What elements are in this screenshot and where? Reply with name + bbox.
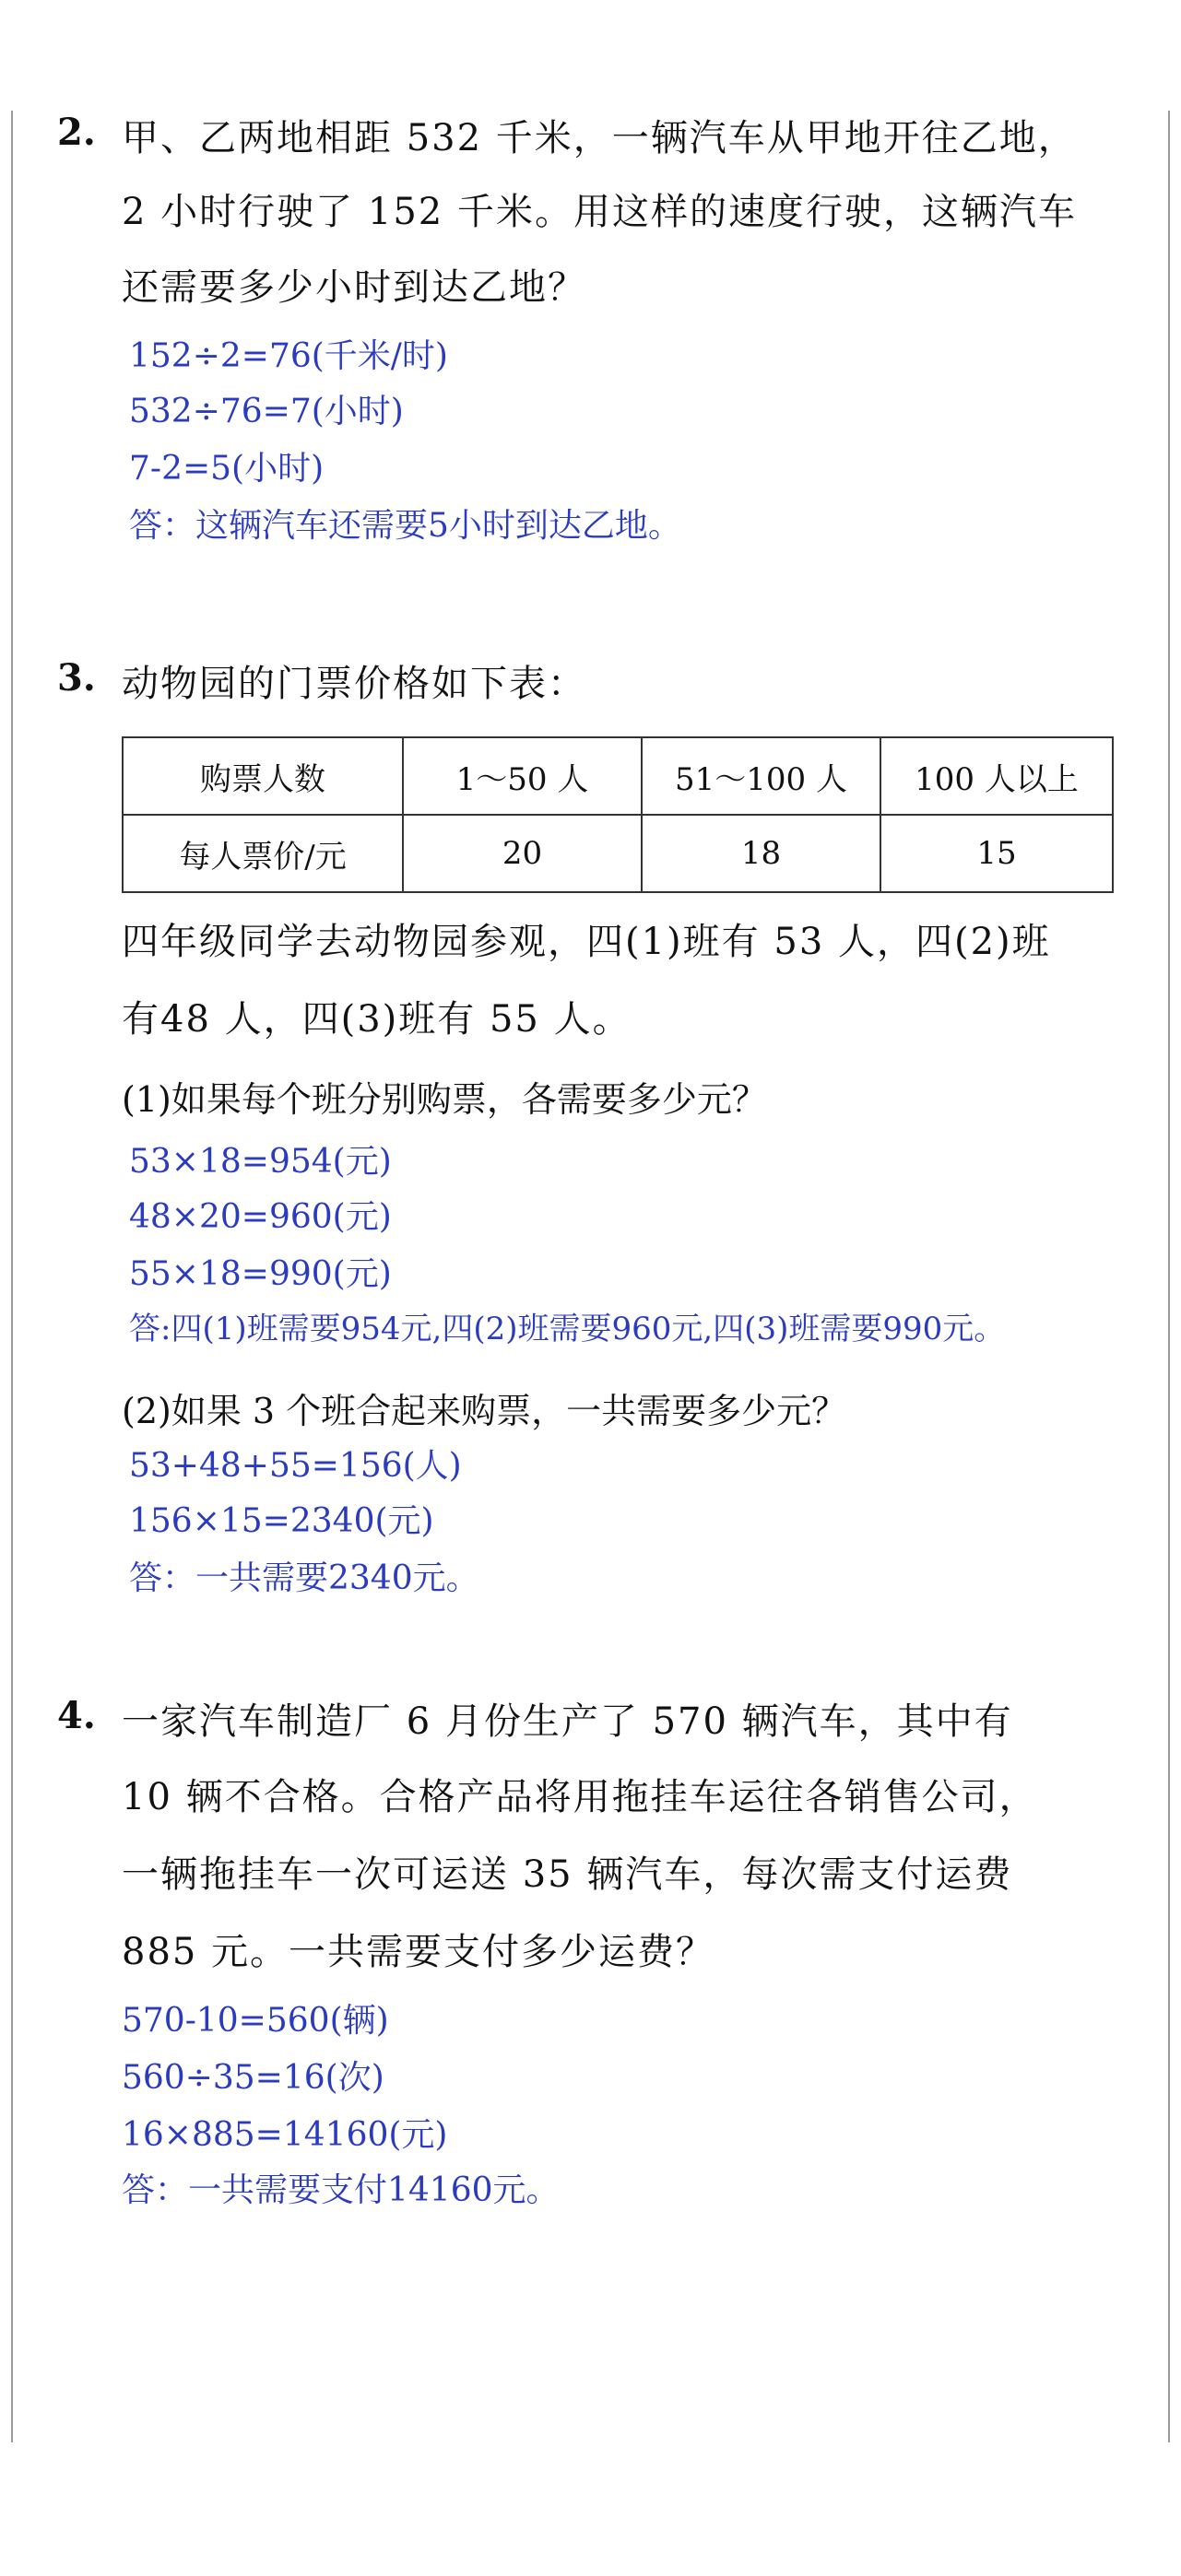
answer-line: 16×885=14160(元) — [122, 2116, 448, 2154]
question-text-line: 甲、乙两地相距 532 千米，一辆汽车从甲地开往乙地， — [122, 117, 1077, 159]
table-cell: 1～50 人 — [403, 737, 642, 815]
table-header-row — [123, 737, 1113, 815]
question-text-line: 四年级同学去动物园参观，四(1)班有 53 人，四(2)班 — [122, 921, 1051, 963]
left-margin-rule — [11, 111, 13, 2442]
answer-line: 53+48+55=156(人) — [129, 1447, 462, 1485]
question-number: 3. — [57, 656, 96, 700]
question-text-line: 有48 人，四(3)班有 55 人。 — [122, 998, 632, 1041]
sub-question-1: (1)如果每个班分别购票，各需要多少元？ — [122, 1079, 767, 1120]
table-cell: 购票人数 — [123, 737, 403, 815]
answer-line: 55×18=990(元) — [129, 1255, 392, 1293]
answer-line: 560÷35=16(次) — [122, 2059, 384, 2097]
table-cell: 18 — [642, 815, 880, 892]
question-number: 2. — [57, 111, 96, 154]
table-row — [123, 815, 1113, 892]
table-cell: 100 人以上 — [880, 737, 1113, 815]
right-margin-rule — [1168, 111, 1170, 2442]
answer-line: 570-10=560(辆) — [122, 2002, 389, 2040]
question-text-line: 2 小时行驶了 152 千米。用这样的速度行驶，这辆汽车 — [122, 191, 1077, 233]
answer-line: 532÷76=7(小时) — [129, 393, 404, 430]
question-number: 4. — [57, 1694, 96, 1737]
answer-line: 152÷2=76(千米/时) — [129, 337, 448, 375]
answer-line: 156×15=2340(元) — [129, 1502, 434, 1540]
question-text-line: 885 元。一共需要支付多少运费？ — [122, 1931, 715, 1973]
question-text-line: 动物园的门票价格如下表： — [122, 663, 586, 705]
answer-line: 53×18=954(元) — [129, 1143, 392, 1181]
answer-line: 7-2=5(小时) — [129, 450, 325, 488]
question-text-line: 还需要多少小时到达乙地？ — [122, 266, 586, 309]
table-cell: 每人票价/元 — [123, 815, 403, 892]
ticket-price-table — [122, 736, 1114, 893]
answer-line: 48×20=960(元) — [129, 1198, 392, 1236]
answer-line: 答：一共需要2340元。 — [129, 1559, 479, 1597]
answer-line: 答:四(1)班需要954元,四(2)班需要960元,四(3)班需要990元。 — [129, 1311, 1006, 1347]
table-cell: 20 — [403, 815, 642, 892]
question-text-line: 10 辆不合格。合格产品将用拖挂车运往各销售公司， — [122, 1776, 1038, 1818]
answer-line: 答：一共需要支付14160元。 — [122, 2171, 560, 2209]
table-cell: 15 — [880, 815, 1113, 892]
table-cell: 51～100 人 — [642, 737, 880, 815]
question-text-line: 一辆拖挂车一次可运送 35 辆汽车，每次需支付运费 — [122, 1853, 1013, 1896]
question-text-line: 一家汽车制造厂 6 月份生产了 570 辆汽车，其中有 — [122, 1700, 1013, 1743]
sub-question-2: (2)如果 3 个班合起来购票，一共需要多少元？ — [122, 1391, 847, 1431]
answer-line: 答：这辆汽车还需要5小时到达乙地。 — [129, 507, 681, 545]
